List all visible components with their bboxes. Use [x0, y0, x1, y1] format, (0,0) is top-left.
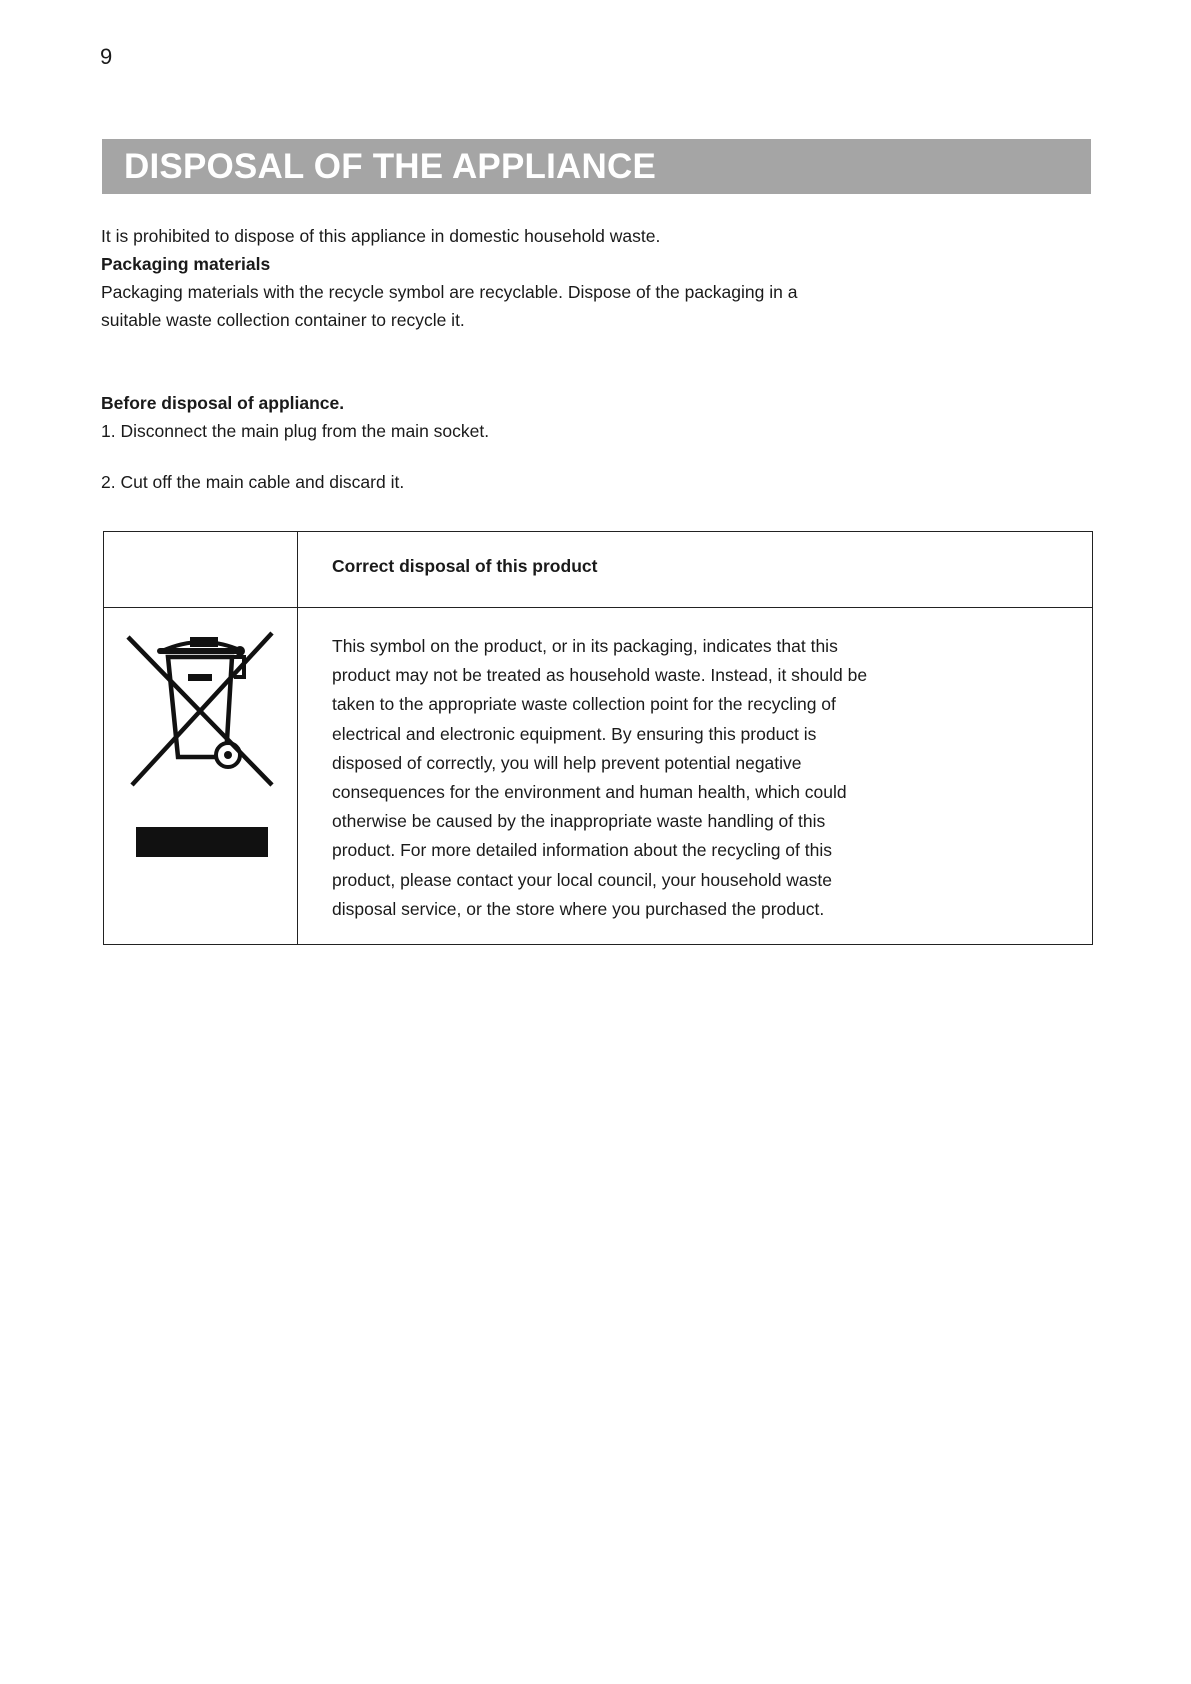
section-title: DISPOSAL OF THE APPLIANCE: [124, 146, 656, 186]
disposal-table: [103, 531, 1093, 945]
section-banner: [102, 139, 1091, 194]
table-body-line: disposed of correctly, you will help prevent potential negative: [332, 752, 802, 773]
packaging-text-line-2: suitable waste collection container to recycle it.: [101, 310, 465, 330]
crossed-out-wheelie-bin-icon: [122, 627, 282, 857]
table-body-line: This symbol on the product, or in its packaging, indicates that this: [332, 636, 838, 656]
page-number: 9: [100, 44, 113, 69]
before-disposal-step-1: 1. Disconnect the main plug from the main socket.: [101, 421, 490, 441]
table-body-line: product. For more detailed information about the recycling of this: [332, 840, 832, 861]
table-header: Correct disposal of this product: [332, 556, 598, 576]
table-body-text: [332, 632, 867, 924]
packaging-heading: Packaging materials: [101, 254, 271, 274]
table-body-line: taken to the appropriate waste collection point for the recycling of: [332, 694, 836, 715]
table-row-divider: [104, 607, 1092, 608]
table-body-line: disposal service, or the store where you purchased the product.: [332, 898, 825, 919]
intro-text: It is prohibited to dispose of this appliance in domestic household waste.: [101, 226, 661, 246]
table-body-line: product may not be treated as household waste. Instead, it should be: [332, 665, 868, 686]
table-body-line: consequences for the environment and human health, which could: [332, 782, 847, 803]
table-body-line: otherwise be caused by the inappropriate waste handling of this: [332, 811, 826, 832]
packaging-text-line-1: Packaging materials with the recycle symbol are recyclable. Dispose of the packaging in a: [101, 282, 798, 302]
table-body-line: product, please contact your local council, your household waste: [332, 869, 833, 890]
before-disposal-step-2: 2. Cut off the main cable and discard it.: [101, 472, 405, 492]
before-disposal-heading: Before disposal of appliance.: [101, 393, 345, 413]
table-body-line: electrical and electronic equipment. By ensuring this product is: [332, 723, 817, 744]
table-column-divider: [297, 532, 298, 944]
